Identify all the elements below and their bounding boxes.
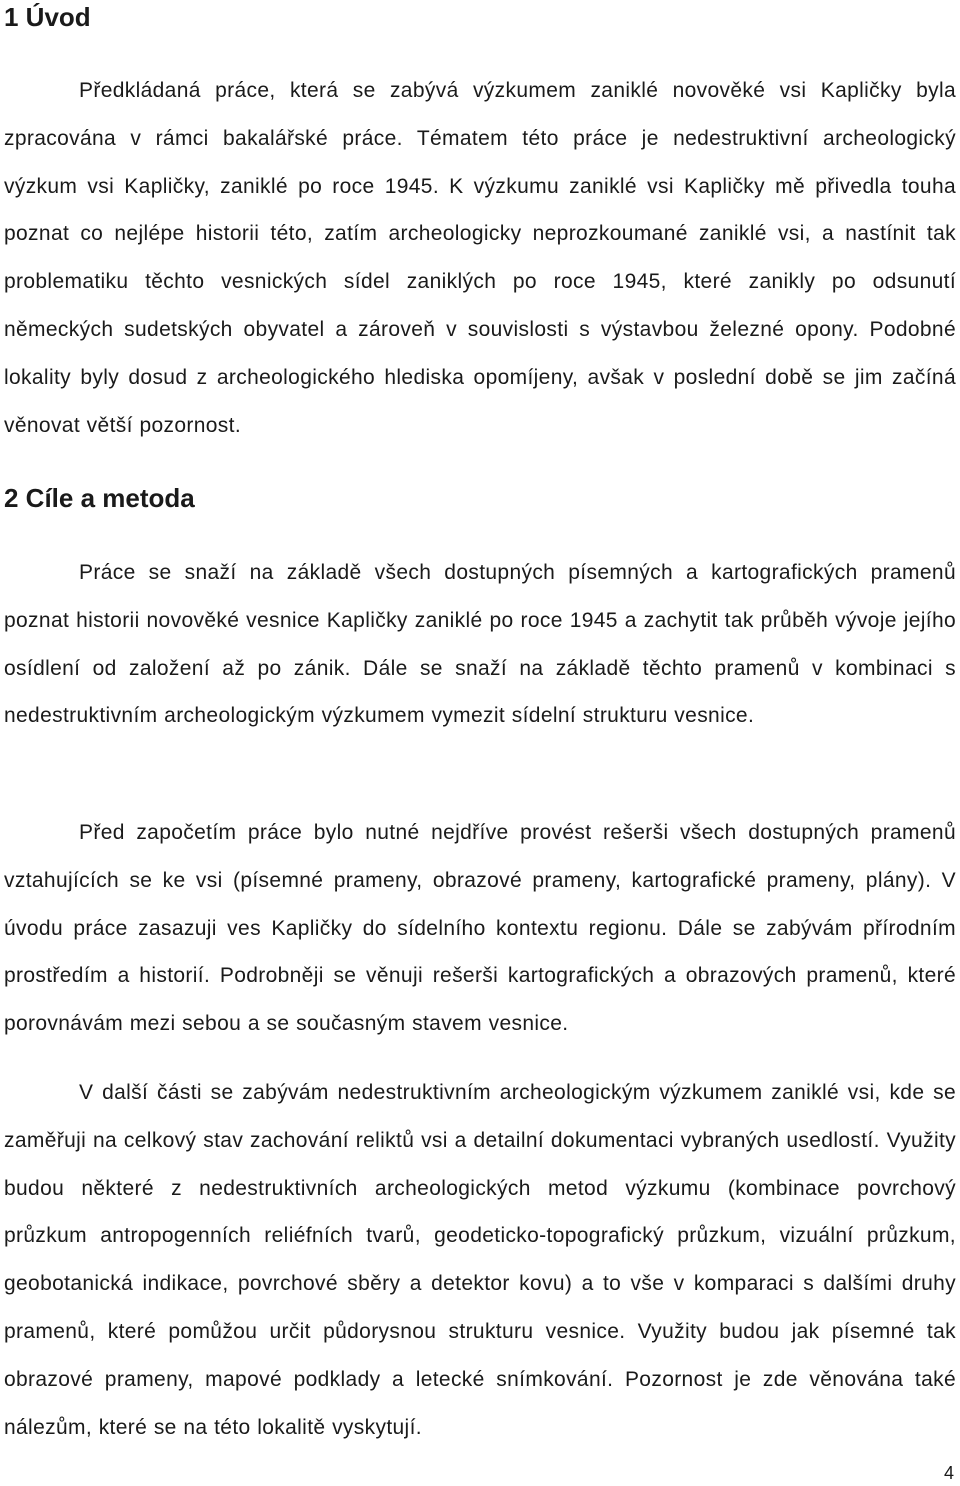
section-heading-uvod: 1 Úvod	[4, 2, 91, 32]
paragraph-goals: Práce se snaží na základě všech dostupných písemných a kartografických pramenů poznat historii novověké vesnice Kapličky zaniklé po roce 1945 a zachytit tak průběh vývoje jejího osídlení od založení až po zánik. Dále se snaží na základě těchto pramenů v kombinaci s nedestruktivním archeologickým výzkumem vymezit sídelní strukturu vesnice.	[4, 561, 956, 728]
paragraph-research-sources: Před započetím práce bylo nutné nejdříve provést rešerši všech dostupných pramenů vztahujících se ke vsi (písemné prameny, obrazové prameny, kartografické prameny, plány). V úvodu práce zasazuji ves Kapličky do sídelního kontextu regionu. Dále se zabývám přírodním prostředím a historií. Podrobněji se věnuji rešerši kartografických a obrazových pramenů, které porovnávám mezi sebou a se současným stavem vesnice.	[4, 821, 956, 1036]
section-heading-cile-a-metoda: 2 Cíle a metoda	[4, 483, 195, 513]
paragraph-intro: Předkládaná práce, která se zabývá výzkumem zaniklé novověké vsi Kapličky byla zpracována v rámci bakalářské práce. Tématem této práce je nedestruktivní archeologický výzkum vsi Kapličky, zaniklé po roce 1945. K výzkumu zaniklé vsi Kapličky mě přivedla touha poznat co nejlépe historii této, zatím archeologicky neprozkoumané zaniklé vsi, a nastínit tak problematiku těchto vesnických sídel zaniklých po roce 1945, které zanikly po odsunutí německých sudetských obyvatel a zároveň v souvislosti s výstavbou železné opony. Podobné lokality byly dosud z archeologického hlediska opomíjeny, avšak v poslední době se jim začíná věnovat větší pozornost.	[4, 79, 956, 437]
paragraph-methods: V další části se zabývám nedestruktivním archeologickým výzkumem zaniklé vsi, kde se zaměřuji na celkový stav zachování reliktů vsi a detailní dokumentaci vybraných usedlostí. Využity budou některé z nedestruktivních archeologických metod výzkumu (kombinace povrchový průzkum antropogenních reliéfních tvarů, geodeticko-topografický průzkum, vizuální průzkum, geobotanická indikace, povrchové sběry a detektor kovu) a to vše v komparaci s dalšími druhy pramenů, které pomůžou určit půdorysnou strukturu vesnice. Využity budou jak písemné tak obrazové prameny, mapové podklady a letecké snímkování. Pozornost je zde věnována také nálezům, které se na této lokalitě vyskytují.	[4, 1081, 956, 1439]
page-number: 4	[943, 1463, 954, 1483]
